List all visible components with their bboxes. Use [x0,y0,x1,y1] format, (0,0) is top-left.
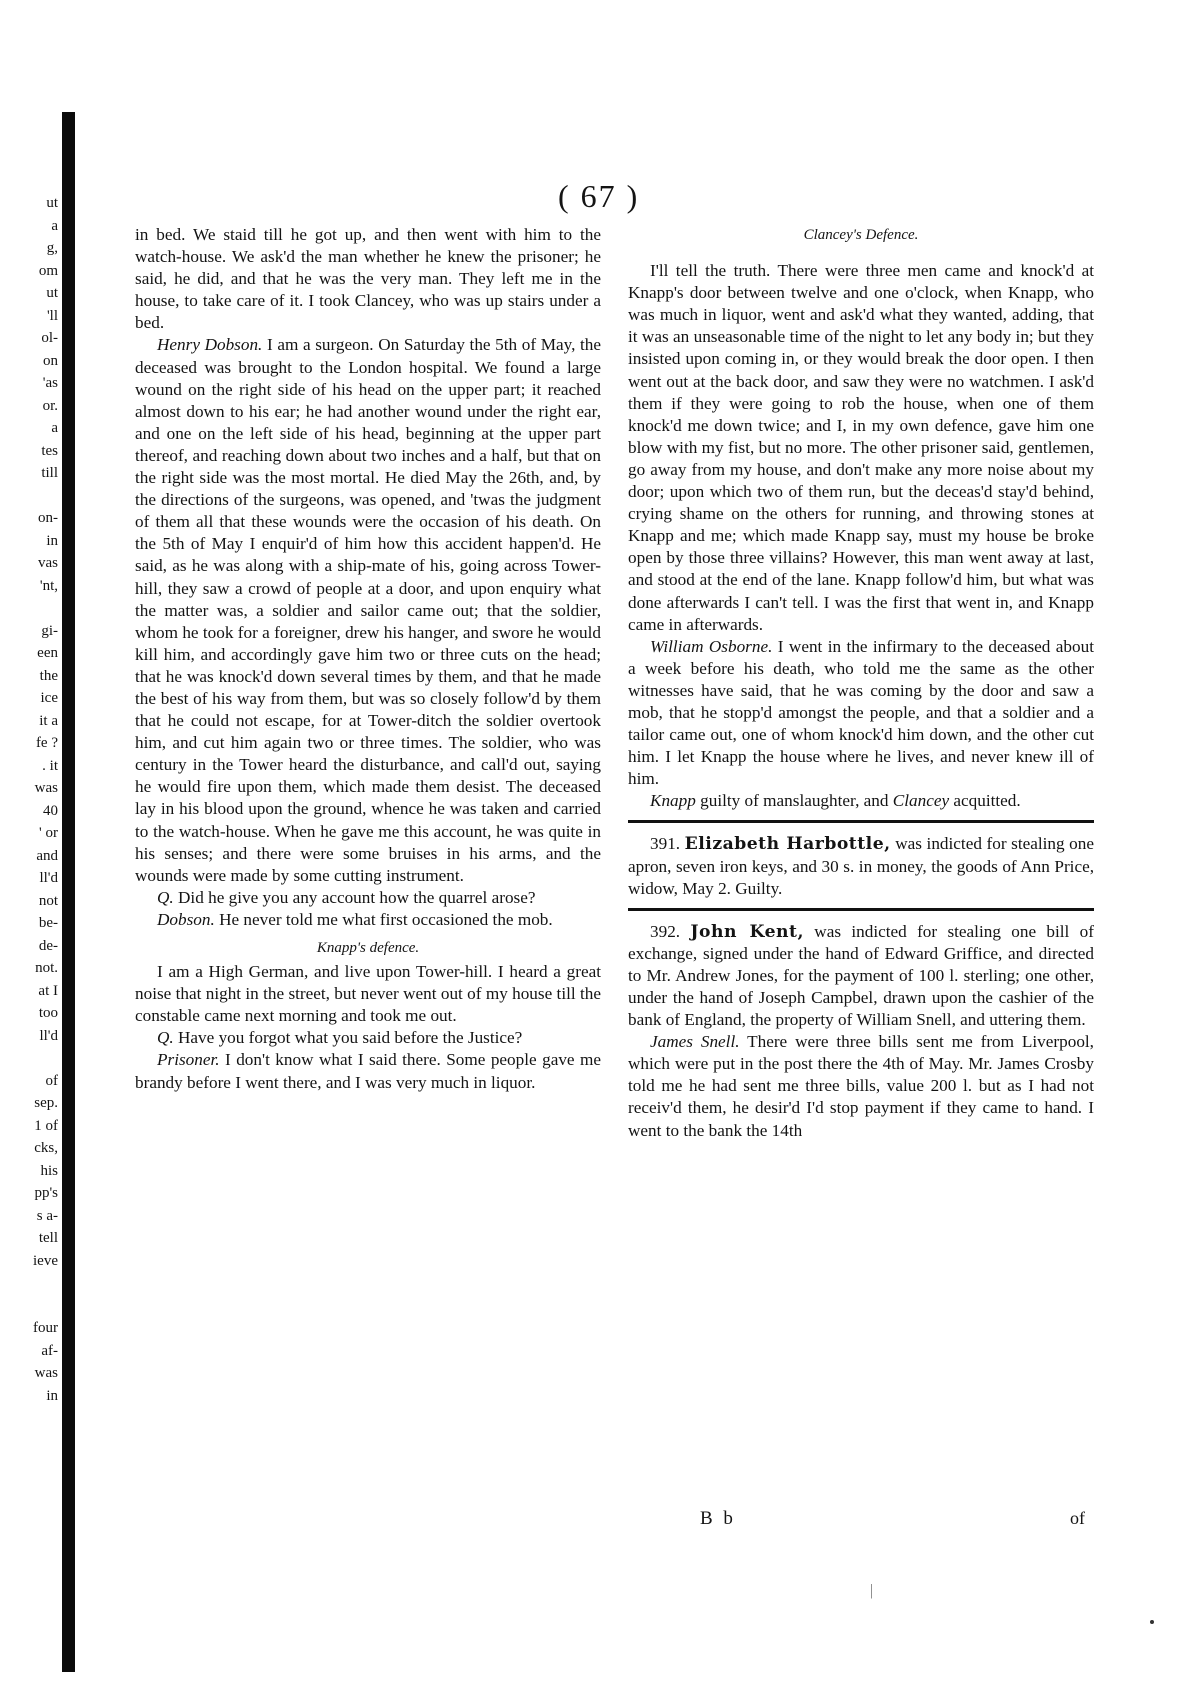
bleed-line [0,597,58,620]
bleed-line: too [38,1005,58,1021]
case-391 [628,833,1094,899]
bleed-line: tes [41,442,58,459]
bleed-line: . it [42,757,58,774]
question-mark: Q. [157,1028,174,1048]
bleed-line: ll'd [39,1027,58,1044]
testimony-dobson [135,334,601,886]
bleed-line: 'll [46,307,58,324]
bleed-line: ice [40,690,58,706]
bleed-line: four [33,1320,58,1336]
defence-text: I'll tell the truth. There were three men came and knock'd at Knapp's door between twelve and one o'clock, when Knapp, who was much in liquor, went and ask'd what they wanted, adding, that it was an unseasonable time of the night to let any body in; but they insisted upon coming in, or they would break the door open. I then went out at the back door, and saw they were no watchmen. I ask'd them if they were going to rob the house, when one of them knock'd me down twice; and I, in my own defence, gave him one blow with my fist, but no more. The other prisoner said, gentlemen, go away from my house, and don't make any more noise about my door; upon which two of them run, but the deceas'd stay'd behind, crying shame on the others for running, and throwing stones at Knapp and me; which made Knapp say, must my house be broke open by those three villains? However, this man went away at last, and stood at the end of the lane. Knapp follow'd him, but what was done afterwards I can't tell. I was the first that went in, and Knapp came in afterwards. [628,261,1094,634]
speaker-name: Henry Dobson. [157,335,263,355]
defendant-name: Elizabeth Harbottle, [684,834,891,855]
bleed-line: ll'd [39,870,58,886]
bleed-line: af- [41,1342,58,1359]
question [135,887,601,909]
catchword: of [1070,1508,1085,1528]
bleed-line: in [46,532,58,549]
right-column [628,224,1094,1142]
bleed-line: on [43,352,58,369]
verdict-text: acquitted. [953,791,1021,811]
testimony-text: I am a surgeon. On Saturday the 5th of May, the deceased was brought to the London hospital. We found a large wound on the right side of his head on the upper part; it reached almost down to his ear; he had another wound under the right ear, and one on the left side of his head, beginning at the upper part thereof, and reaching down about two inches and a half, but that on the right side was the most mortal. He died May the 26th, and, by the directions of the surgeons, was opened, and 'twas the judgment of them all that these wounds were the occasion of his death. On the 5th of May I enquir'd of him how this accident happen'd. He said, as he was along with a ship-mate of his, going across Tower-hill, they saw a crowd of people at a door, and upon enquiry what the matter was, a soldier and sailor came out; that the soldier, whom he took for a foreigner, drew his hanger, and swore he would kill him, and accordingly gave him two or three cuts on the head; that he was knock'd down several times by them, and that he made the best of his way from them, but was so closely follow'd by them that he could not escape, for at Tower-ditch the soldier overtook him, and cut him again two or three times. The soldier, who was century in the Tower heard the disturbance, and call'd out, saying he would fire upon them, which made them desist. The deceased lay in his blood upon the ground, whence he was taken and carried to the watch-house. When he gave me this account, he was quite in his senses; and there were some bruises in his arms, and the wounds were made by some cutting instrument. [135,335,601,885]
question-mark: Q. [157,887,174,907]
speaker-name: Prisoner. [157,1050,220,1070]
bleed-line: vas [38,555,58,571]
bleed-line: was [34,780,58,796]
bleed-line: gi- [41,622,58,639]
bleed-line: or. [42,397,58,414]
ink-speck [1150,1620,1154,1624]
bleed-line: tell [38,1230,58,1246]
testimony-osborne [628,636,1094,791]
question [135,1027,601,1049]
bleed-line: s a- [36,1207,58,1224]
testimony-text: There were three bills sent me from Liverpool, which were put in the post there the 4th of May. Mr. James Crosby told me he had sent me three bills, value 200 l. but as I had not receiv'd them, he desir'd I'd stop payment if they came to hand. I went to the bank the 14th [628,1032,1094,1140]
bleed-line: on- [38,510,58,526]
case-text: was indicted for stealing one bill of exchange, signed under the hand of Edward Griffice, and directed to Mr. Andrew Jones, for the payment of 100 l. sterling; one other, under the hand of Joseph Campbel, drawn upon the cashier of the bank of England, the property of William Snell, and uttering them. [628,921,1094,1030]
testimony-text: I went in the infirmary to the deceased about a week before his death, who told me the same as the other witnesses have said, that he was coming by the door and saw a mob, that he stopp'd amongst the people, and that a soldier and a tailor came out, one of whom knock'd him down, and the other cut him. I let Knapp the house where he lives, and never knew ill of him. [628,636,1094,789]
bleed-line: till [41,465,58,481]
answer [135,1049,601,1093]
bleed-line [0,1047,58,1070]
bleed-line: de- [38,937,58,954]
bleed-line: ieve [33,1252,58,1269]
bleed-line: 1 of [34,1117,58,1134]
bleed-line [0,1272,58,1295]
left-column [135,224,601,1094]
bleed-line: fe ? [35,735,58,751]
bleed-line: a [51,217,58,234]
bleed-line: 'nt, [39,577,58,594]
verdict [628,790,1094,812]
section-rule [628,908,1094,911]
case-392 [628,921,1094,1031]
text: in bed. We staid till he got up, and then went with him to the watch-house. We ask'd the man whether he knew the prisoner; he said, he did, and that he was the very man. They left me in the house, to take care of it. I took Clancey, who was up stairs under a bed. [135,225,601,333]
bleed-line: be- [38,915,58,931]
bleed-line: 40 [43,802,58,819]
facing-page-bleed [0,192,58,1407]
defence-text: I am a High German, and live upon Tower-hill. I heard a great noise that night in the street, but never went out of my house till the constable came next morning and took me out. [135,962,601,1026]
bleed-line [0,485,58,508]
bleed-line: it a [39,712,58,729]
bleed-line: was [34,1365,58,1381]
bleed-line [0,1295,58,1318]
binding-gutter [62,112,75,1672]
signature-mark: B b [700,1508,736,1529]
answer-text: I don't know what I said there. Some people gave me brandy before I went there, and I was very much in liquor. [135,1050,602,1092]
bleed-line: his [40,1162,58,1179]
margin-tick: | [870,1582,874,1599]
defendant-name: Knapp [650,791,696,811]
paragraph [135,224,601,334]
bleed-line: the [39,667,58,684]
bleed-line: not. [35,960,58,976]
defendant-name: Clancey [892,791,950,811]
section-heading: Knapp's defence. [316,940,420,956]
testimony-snell [628,1031,1094,1141]
bleed-line: of [45,1072,58,1089]
bleed-line: 'as [42,375,58,391]
bleed-line: ut [46,285,58,301]
bleed-line: not [38,892,58,909]
bleed-line: in [46,1387,58,1404]
speaker-name: Dobson. [157,909,215,929]
bleed-line: een [37,645,58,661]
speaker-name: James Snell. [650,1032,740,1052]
case-text: was indicted for stealing one apron, seven iron keys, and 30 s. in money, the goods of Ann Price, widow, May 2. Guilty. [628,834,1095,898]
bleed-line: g, [46,240,58,256]
bleed-line: ol- [41,330,58,346]
bleed-line: sep. [34,1095,58,1111]
case-number: 391. [650,834,681,854]
bleed-line: and [36,847,58,864]
verdict-text: guilty of manslaughter, and [700,791,889,811]
bleed-line: cks, [34,1140,58,1156]
bleed-line: a [51,420,58,436]
section-heading: Clancey's Defence. [803,227,919,243]
section-rule [628,820,1094,823]
bleed-line: ut [46,195,58,211]
case-number: 392. [650,921,681,941]
bleed-line: at I [38,982,58,999]
question-text: Have you forgot what you said before the Justice? [178,1028,523,1048]
answer [135,909,601,931]
answer-text: He never told me what first occasioned the mob. [219,909,553,929]
defendant-name: John Kent, [690,921,804,942]
bleed-line: om [38,262,58,279]
bleed-line: ' or [39,825,58,841]
question-text: Did he give you any account how the quarrel arose? [178,887,536,907]
page-number: ( 67 ) [558,178,640,214]
speaker-name: William Osborne. [650,636,773,656]
bleed-line: pp's [34,1185,58,1201]
